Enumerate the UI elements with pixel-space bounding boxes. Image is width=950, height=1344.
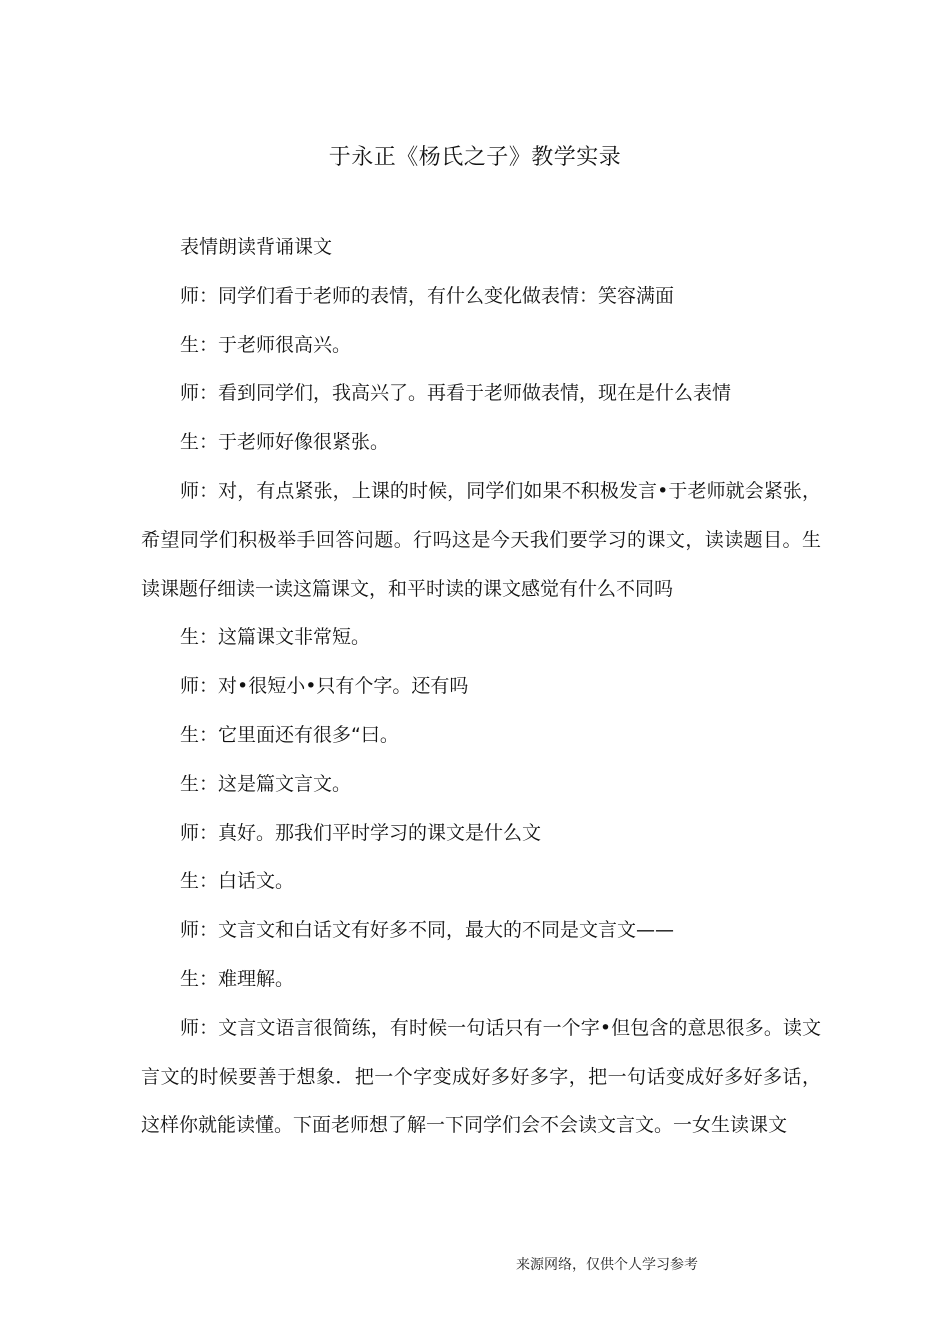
paragraph: 师：对，有点紧张，上课的时候，同学们如果不积极发言•于老师就会紧张，希望同学们积极举手回答问题。行吗这是今天我们要学习的课文，读读题目。生读课题仔细读一读这篇课文，和平时读的课文感觉有什么不同吗 [141,479,821,600]
paragraph: 生：于老师很高兴。 [180,333,352,356]
paragraph: 师：真好。那我们平时学习的课文是什么文 [180,821,542,844]
paragraph: 生：这篇课文非常短。 [180,626,371,649]
paragraph: 生：白话文。 [180,870,295,893]
paragraph: 生：难理解。 [180,967,295,990]
paragraph: 师：文言文语言很简练，有时候一句话只有一个字•但包含的意思很多。读文言文的时候要善于想象．把一个字变成好多好多字，把一句话变成好多好多话，这样你就能读懂。下面老师想了解一下同学们会不会读文言文。一女生读课文 [141,1016,821,1137]
paragraph: 师：对•很短小•只有个字。还有吗 [180,675,469,698]
document-body [141,223,821,1150]
document-title: 于永正《杨氏之子》教学实录 [328,145,622,170]
paragraph: 生：于老师好像很紧张。 [180,431,390,454]
source-footnote: 来源网络，仅供个人学习参考 [516,1257,698,1273]
paragraph: 生：它里面还有很多“曰。 [180,723,399,746]
paragraph: 师：看到同学们，我高兴了。再看于老师做表情，现在是什么表情 [180,382,732,405]
paragraph: 师：文言文和白话文有好多不同，最大的不同是文言文—— [180,919,675,942]
paragraph: 生：这是篇文言文。 [180,772,352,795]
paragraph: 师：同学们看于老师的表情，有什么变化做表情：笑容满面 [180,284,675,307]
paragraph: 表情朗读背诵课文 [180,236,333,258]
